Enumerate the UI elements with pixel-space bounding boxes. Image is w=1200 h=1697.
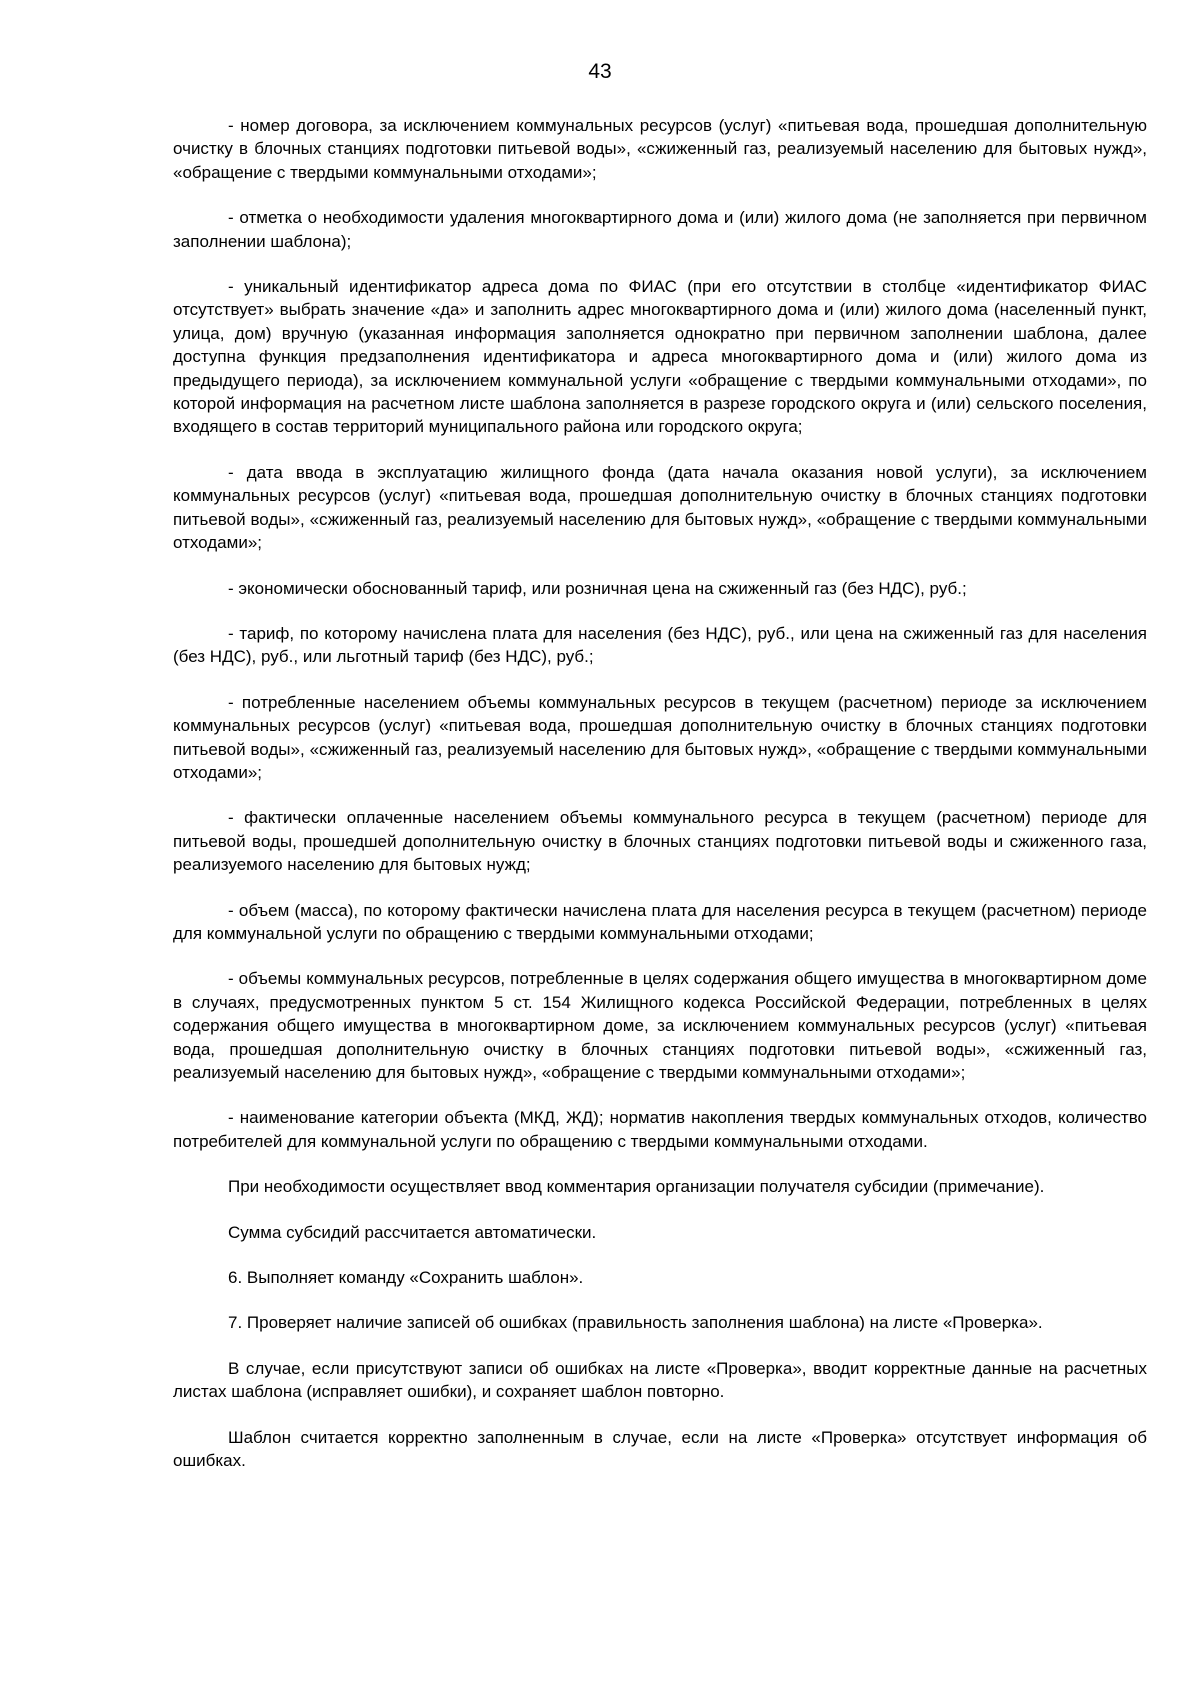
paragraph-charged-volume: - объем (масса), по которому фактически начислена плата для населения ресурса в текущем (расчетном) периоде для коммунальной услуги по обращению с твердыми коммунальными отходами; — [173, 900, 1147, 943]
paragraph-economic-tariff: - экономически обоснованный тариф, или розничная цена на сжиженный газ (без НДС), руб.; — [228, 578, 967, 598]
page-number: 43 — [588, 60, 612, 83]
paragraph-deletion-mark: - отметка о необходимости удаления многоквартирного дома и (или) жилого дома (не заполняется при первичном заполнении шаблона); — [173, 208, 1147, 251]
paragraph-fix-errors: В случае, если присутствуют записи об ошибках на листе «Проверка», вводит корректные данные на расчетных листах шаблона (исправляет ошибки), и сохраняет шаблон повторно. — [173, 1358, 1147, 1402]
paragraph-common-property-volumes: - объемы коммунальных ресурсов, потребленные в целях содержания общего имущества в многоквартирном доме в случаях, предусмотренных пунктом 5 ст. 154 Жилищного кодекса Российской Федерации, потребленных в целях содержания общего имущества в многоквартирном доме, за исключением коммунальных ресурсов (услуг) «питьевая вода, прошедшая дополнительную очистку в блочных станциях подготовки питьевой воды», «сжиженный газ, реализуемый населению для бытовых нужд», «обращение с твердыми коммунальными отходами»; — [173, 969, 1147, 1082]
paragraph-contract-number: - номер договора, за исключением коммунальных ресурсов (услуг) «питьевая вода, прошедшая дополнительную очистку в блочных станциях подготовки питьевой воды», «сжиженный газ, реализуемый населению для бытовых нужд», «обращение с твердыми коммунальными отходами»; — [173, 116, 1147, 182]
paragraph-commissioning-date: - дата ввода в эксплуатацию жилищного фонда (дата начала оказания новой услуги), за исключением коммунальных ресурсов (услуг) «питьевая вода, прошедшая дополнительную очистку в блочных станциях подготовки питьевой воды», «сжиженный газ, реализуемый населению для бытовых нужд», «обращение с твердыми коммунальными отходами»; — [173, 462, 1147, 553]
paragraph-fias-identifier: - уникальный идентификатор адреса дома по ФИАС (при его отсутствии в столбце «идентификатор ФИАС отсутствует» выбрать значение «да» и заполнить адрес многоквартирного дома и (или) жилого дома (населенный пункт, улица, дом) вручную (указанная информация заполняется однократно при первичном заполнении шаблона, далее доступна функция предзаполнения идентификатора и адреса многоквартирного дома и (или) жилого дома из предыдущего периода), за исключением коммунальной услуги «обращение с твердыми коммунальными отходами», по которой информация на расчетном листе шаблона заполняется в разрезе городского округа и (или) сельского поселения, входящего в состав территорий муниципального района или городского округа; — [173, 277, 1147, 437]
paragraph-comment: При необходимости осуществляет ввод комментария организации получателя субсидии (примечание). — [228, 1177, 1045, 1197]
document-body — [173, 114, 1147, 1494]
paragraph-object-category: - наименование категории объекта (МКД, ЖД); норматив накопления твердых коммунальных отходов, количество потребителей для коммунальной услуги по обращению с твердыми коммунальными отходами. — [173, 1108, 1147, 1151]
paragraph-auto-calculation: Сумма субсидий рассчитается автоматически. — [228, 1222, 597, 1242]
paragraph-consumed-volumes: - потребленные населением объемы коммунальных ресурсов в текущем (расчетном) периоде за исключением коммунальных ресурсов (услуг) «питьевая вода, прошедшая дополнительную очистку в блочных станциях подготовки питьевой воды», «сжиженный газ, реализуемый населению для бытовых нужд», «обращение с твердыми коммунальными отходами»; — [173, 692, 1147, 782]
paragraph-template-correct: Шаблон считается корректно заполненным в случае, если на листе «Проверка» отсутствует информация об ошибках. — [173, 1427, 1147, 1471]
paragraph-save-template: 6. Выполняет команду «Сохранить шаблон». — [228, 1268, 584, 1288]
paragraph-population-tariff: - тариф, по которому начислена плата для населения (без НДС), руб., или цена на сжиженный газ для населения (без НДС), руб., или льготный тариф (без НДС), руб.; — [173, 623, 1147, 667]
paragraph-paid-volumes: - фактически оплаченные населением объемы коммунального ресурса в текущем (расчетном) периоде для питьевой воды, прошедшей дополнительную очистку в блочных станциях подготовки питьевой воды и сжиженного газа, реализуемого населению для бытовых нужд; — [173, 808, 1147, 875]
paragraph-check-errors: 7. Проверяет наличие записей об ошибках (правильность заполнения шаблона) на листе «Проверка». — [228, 1313, 1043, 1333]
